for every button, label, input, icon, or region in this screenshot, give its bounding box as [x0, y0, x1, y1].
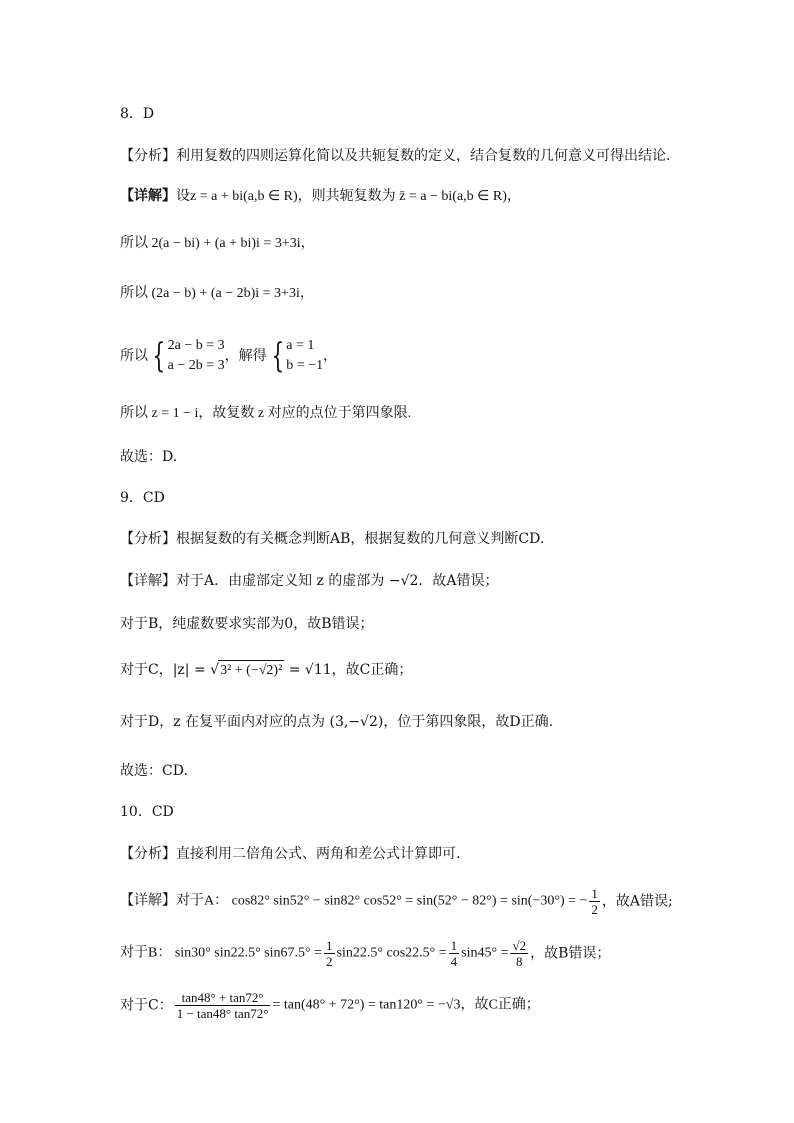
q10-b-f1-denominator: 2 — [326, 954, 333, 969]
left-brace-icon: { — [152, 336, 166, 376]
q8-equation-2: 所以 (2a − b) + (a − 2b)i = 3+3i， — [120, 286, 314, 301]
q8-conclusion: 所以 z = 1 − i，故复数 z 对应的点位于第四象限. — [120, 406, 412, 421]
q8-system-2 — [286, 336, 323, 376]
q8-system-mid: ，解得 — [224, 348, 267, 364]
q10-b-f2-numerator: 1 — [450, 938, 458, 953]
q10-b-mid2: sin45° = — [461, 945, 509, 961]
q10-c-fraction — [175, 990, 271, 1021]
q10-b-f2-denominator: 4 — [450, 954, 458, 969]
q10-heading: 10．CD — [120, 804, 174, 820]
q8-heading: 8．D — [120, 106, 155, 122]
q10-b-fraction-3 — [510, 938, 528, 969]
q9-c-radicand: 3² + (−√2)² — [218, 660, 284, 681]
q8-system-2-row2: b = −1 — [286, 358, 324, 373]
q9-analysis: 【分析】根据复数的有关概念判断AB，根据复数的几何意义判断CD. — [120, 531, 545, 547]
q10-c-denominator: 1 − tan48° tan72° — [176, 1006, 269, 1021]
q10-c-prefix: 对于C： — [120, 997, 173, 1014]
q10-a-suffix: ，故A错误; — [601, 893, 673, 910]
q8-equation-1: 所以 2(a − bi) + (a + bi)i = 3+3i， — [120, 236, 315, 251]
square-root-icon: √ — [210, 662, 220, 678]
q9-option-d: 对于D，z 在复平面内对应的点为 (3,−√2)，位于第四象限，故D正确. — [120, 714, 554, 730]
q10-option-b — [120, 938, 610, 974]
q8-system-2-row1: a = 1 — [286, 338, 315, 353]
left-brace-icon: { — [270, 336, 284, 376]
q10-b-mid1: sin22.5° cos22.5° = — [336, 945, 447, 961]
q8-system-1-row1: 2a − b = 3 — [167, 338, 225, 353]
q8-system-1-row2: a − 2b = 3 — [167, 358, 225, 373]
q10-b-f1-numerator: 1 — [326, 938, 333, 953]
q8-system-line — [120, 336, 337, 376]
q10-analysis: 【分析】直接利用二倍角公式、两角和差公式计算即可. — [120, 846, 461, 862]
q9-c-suffix: = √11，故C正确； — [288, 662, 413, 678]
q10-a-prefix: 【详解】对于A： cos82° sin52° − sin82° cos52° = sin(52° − 82°) = sin(−30°) = − — [120, 893, 588, 909]
q10-b-fraction-1 — [324, 938, 335, 969]
q9-detail: 【详解】对于A．由虚部定义知 z 的虚部为 −√2．故A错误； — [120, 573, 499, 589]
q10-b-suffix: ，故B错误； — [530, 945, 611, 962]
q10-b-f3-numerator: √2 — [512, 938, 527, 953]
q8-system-prefix: 所以 — [120, 348, 148, 364]
q10-b-prefix: 对于B： sin30° sin22.5° sin67.5° = — [120, 945, 323, 961]
q10-c-suffix: = tan(48° + 72°) = tan120° = −√3，故C正确； — [272, 997, 540, 1013]
q10-option-a — [120, 886, 673, 922]
q9-answer: 故选：CD. — [120, 763, 188, 779]
q8-detail-text: 设z = a + bi(a,b ∈ R)，则共轭复数为 z̄ = a − bi(a,b ∈ R)， — [176, 189, 521, 204]
q8-answer: 故选：D. — [120, 449, 178, 465]
q8-detail-label: 【详解】 — [120, 188, 176, 204]
q8-analysis: 【分析】利用复数的四则运算化简以及共轭复数的定义，结合复数的几何意义可得出结论. — [120, 148, 671, 164]
q9-option-c — [120, 660, 412, 681]
q10-c-numerator: tan48° + tan72° — [175, 990, 271, 1006]
q10-b-fraction-2 — [449, 938, 460, 969]
q8-detail — [120, 186, 521, 207]
q8-system-suffix: ， — [323, 348, 338, 364]
q9-option-b: 对于B，纯虚数要求实部为0，故B错误； — [120, 616, 374, 632]
q10-b-f3-denominator: 8 — [516, 954, 523, 969]
q9-heading: 9．CD — [120, 490, 165, 506]
q10-a-numerator: 1 — [591, 886, 598, 901]
q10-option-c — [120, 990, 540, 1026]
q10-a-denominator: 2 — [591, 902, 598, 917]
q8-system-1 — [168, 336, 225, 376]
q10-a-fraction — [589, 886, 600, 917]
q9-c-prefix: 对于C，|z| = — [120, 662, 206, 678]
